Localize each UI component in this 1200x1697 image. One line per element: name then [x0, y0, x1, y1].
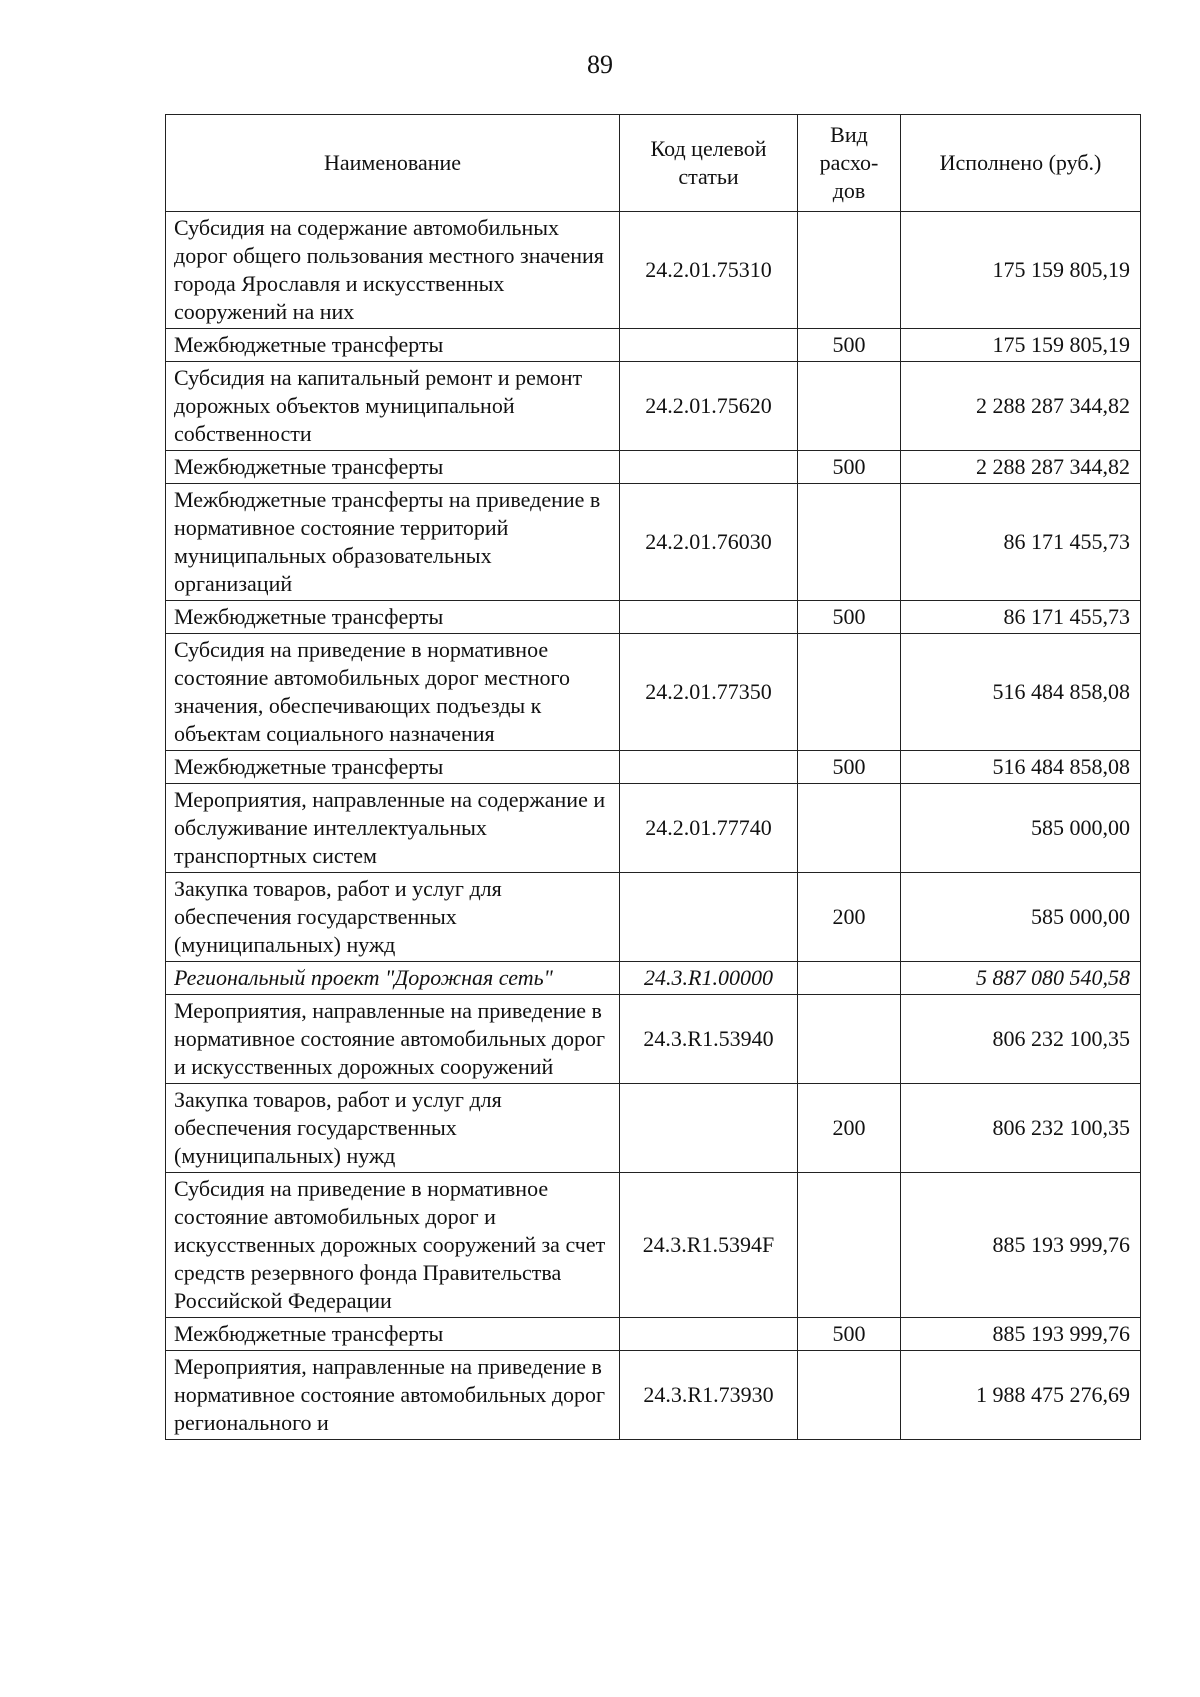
table-row — [166, 451, 1141, 484]
row-type: 500 — [798, 329, 901, 362]
row-name: Мероприятия, направленные на приведение в нормативное состояние автомобильных дорог и искусственных дорожных сооружений — [166, 995, 620, 1084]
row-type — [798, 995, 901, 1084]
row-sum: 5 887 080 540,58 — [901, 962, 1141, 995]
table-row — [166, 1318, 1141, 1351]
row-sum: 806 232 100,35 — [901, 995, 1141, 1084]
header-code: Код целевой статьи — [620, 115, 798, 212]
row-sum: 516 484 858,08 — [901, 634, 1141, 751]
table-row — [166, 329, 1141, 362]
row-type — [798, 484, 901, 601]
row-name: Межбюджетные трансферты на приведение в нормативное состояние территорий муниципальных образовательных организаций — [166, 484, 620, 601]
table-row-regional-project — [166, 962, 1141, 995]
table-row — [166, 784, 1141, 873]
table-row — [166, 873, 1141, 962]
row-sum: 585 000,00 — [901, 784, 1141, 873]
header-name: Наименование — [166, 115, 620, 212]
row-type — [798, 212, 901, 329]
table-row — [166, 212, 1141, 329]
row-code: 24.2.01.76030 — [620, 484, 798, 601]
row-code: 24.2.01.77740 — [620, 784, 798, 873]
row-type: 200 — [798, 1084, 901, 1173]
row-sum: 2 288 287 344,82 — [901, 362, 1141, 451]
row-sum: 175 159 805,19 — [901, 212, 1141, 329]
row-sum: 885 193 999,76 — [901, 1318, 1141, 1351]
row-name: Мероприятия, направленные на содержание и обслуживание интеллектуальных транспортных систем — [166, 784, 620, 873]
header-type: Вид расхо-дов — [798, 115, 901, 212]
row-type — [798, 362, 901, 451]
table-header-row — [166, 115, 1141, 212]
table-row — [166, 634, 1141, 751]
row-code — [620, 751, 798, 784]
budget-table — [165, 114, 1141, 1440]
row-name: Региональный проект "Дорожная сеть" — [166, 962, 620, 995]
row-name: Субсидия на капитальный ремонт и ремонт дорожных объектов муниципальной собственности — [166, 362, 620, 451]
row-type — [798, 784, 901, 873]
row-name: Мероприятия, направленные на приведение в нормативное состояние автомобильных дорог регионального и — [166, 1351, 620, 1440]
row-code: 24.3.R1.73930 — [620, 1351, 798, 1440]
row-type — [798, 1173, 901, 1318]
row-sum: 885 193 999,76 — [901, 1173, 1141, 1318]
row-code — [620, 329, 798, 362]
header-sum: Исполнено (руб.) — [901, 115, 1141, 212]
row-type: 500 — [798, 1318, 901, 1351]
table-row — [166, 751, 1141, 784]
row-sum: 175 159 805,19 — [901, 329, 1141, 362]
row-type — [798, 962, 901, 995]
row-name: Межбюджетные трансферты — [166, 601, 620, 634]
row-name: Межбюджетные трансферты — [166, 751, 620, 784]
row-code — [620, 873, 798, 962]
row-type: 500 — [798, 751, 901, 784]
row-sum: 2 288 287 344,82 — [901, 451, 1141, 484]
table-row — [166, 362, 1141, 451]
table-row — [166, 601, 1141, 634]
row-code — [620, 601, 798, 634]
table-row — [166, 484, 1141, 601]
row-sum: 86 171 455,73 — [901, 484, 1141, 601]
row-sum: 1 988 475 276,69 — [901, 1351, 1141, 1440]
row-type — [798, 634, 901, 751]
page-number: 89 — [587, 50, 613, 79]
row-sum: 806 232 100,35 — [901, 1084, 1141, 1173]
row-sum: 516 484 858,08 — [901, 751, 1141, 784]
row-code: 24.2.01.75620 — [620, 362, 798, 451]
row-sum: 585 000,00 — [901, 873, 1141, 962]
row-type: 500 — [798, 601, 901, 634]
row-code: 24.2.01.75310 — [620, 212, 798, 329]
row-code: 24.3.R1.53940 — [620, 995, 798, 1084]
row-code: 24.2.01.77350 — [620, 634, 798, 751]
row-name: Субсидия на приведение в нормативное состояние автомобильных дорог и искусственных дорожных сооружений за счет средств резервного фонда Правительства Российской Федерации — [166, 1173, 620, 1318]
row-name: Субсидия на приведение в нормативное состояние автомобильных дорог местного значения, обеспечивающих подъезды к объектам социального назначения — [166, 634, 620, 751]
row-code — [620, 1084, 798, 1173]
row-name: Закупка товаров, работ и услуг для обеспечения государственных (муниципальных) нужд — [166, 873, 620, 962]
table-row — [166, 1173, 1141, 1318]
row-code — [620, 1318, 798, 1351]
row-type: 500 — [798, 451, 901, 484]
row-type: 200 — [798, 873, 901, 962]
row-type — [798, 1351, 901, 1440]
row-name: Межбюджетные трансферты — [166, 329, 620, 362]
row-name: Межбюджетные трансферты — [166, 451, 620, 484]
row-name: Межбюджетные трансферты — [166, 1318, 620, 1351]
row-name: Субсидия на содержание автомобильных дорог общего пользования местного значения города Ярославля и искусственных сооружений на них — [166, 212, 620, 329]
table-row — [166, 995, 1141, 1084]
table-row — [166, 1351, 1141, 1440]
row-name: Закупка товаров, работ и услуг для обеспечения государственных (муниципальных) нужд — [166, 1084, 620, 1173]
row-code: 24.3.R1.5394F — [620, 1173, 798, 1318]
row-sum: 86 171 455,73 — [901, 601, 1141, 634]
row-code: 24.3.R1.00000 — [620, 962, 798, 995]
row-code — [620, 451, 798, 484]
table-row — [166, 1084, 1141, 1173]
